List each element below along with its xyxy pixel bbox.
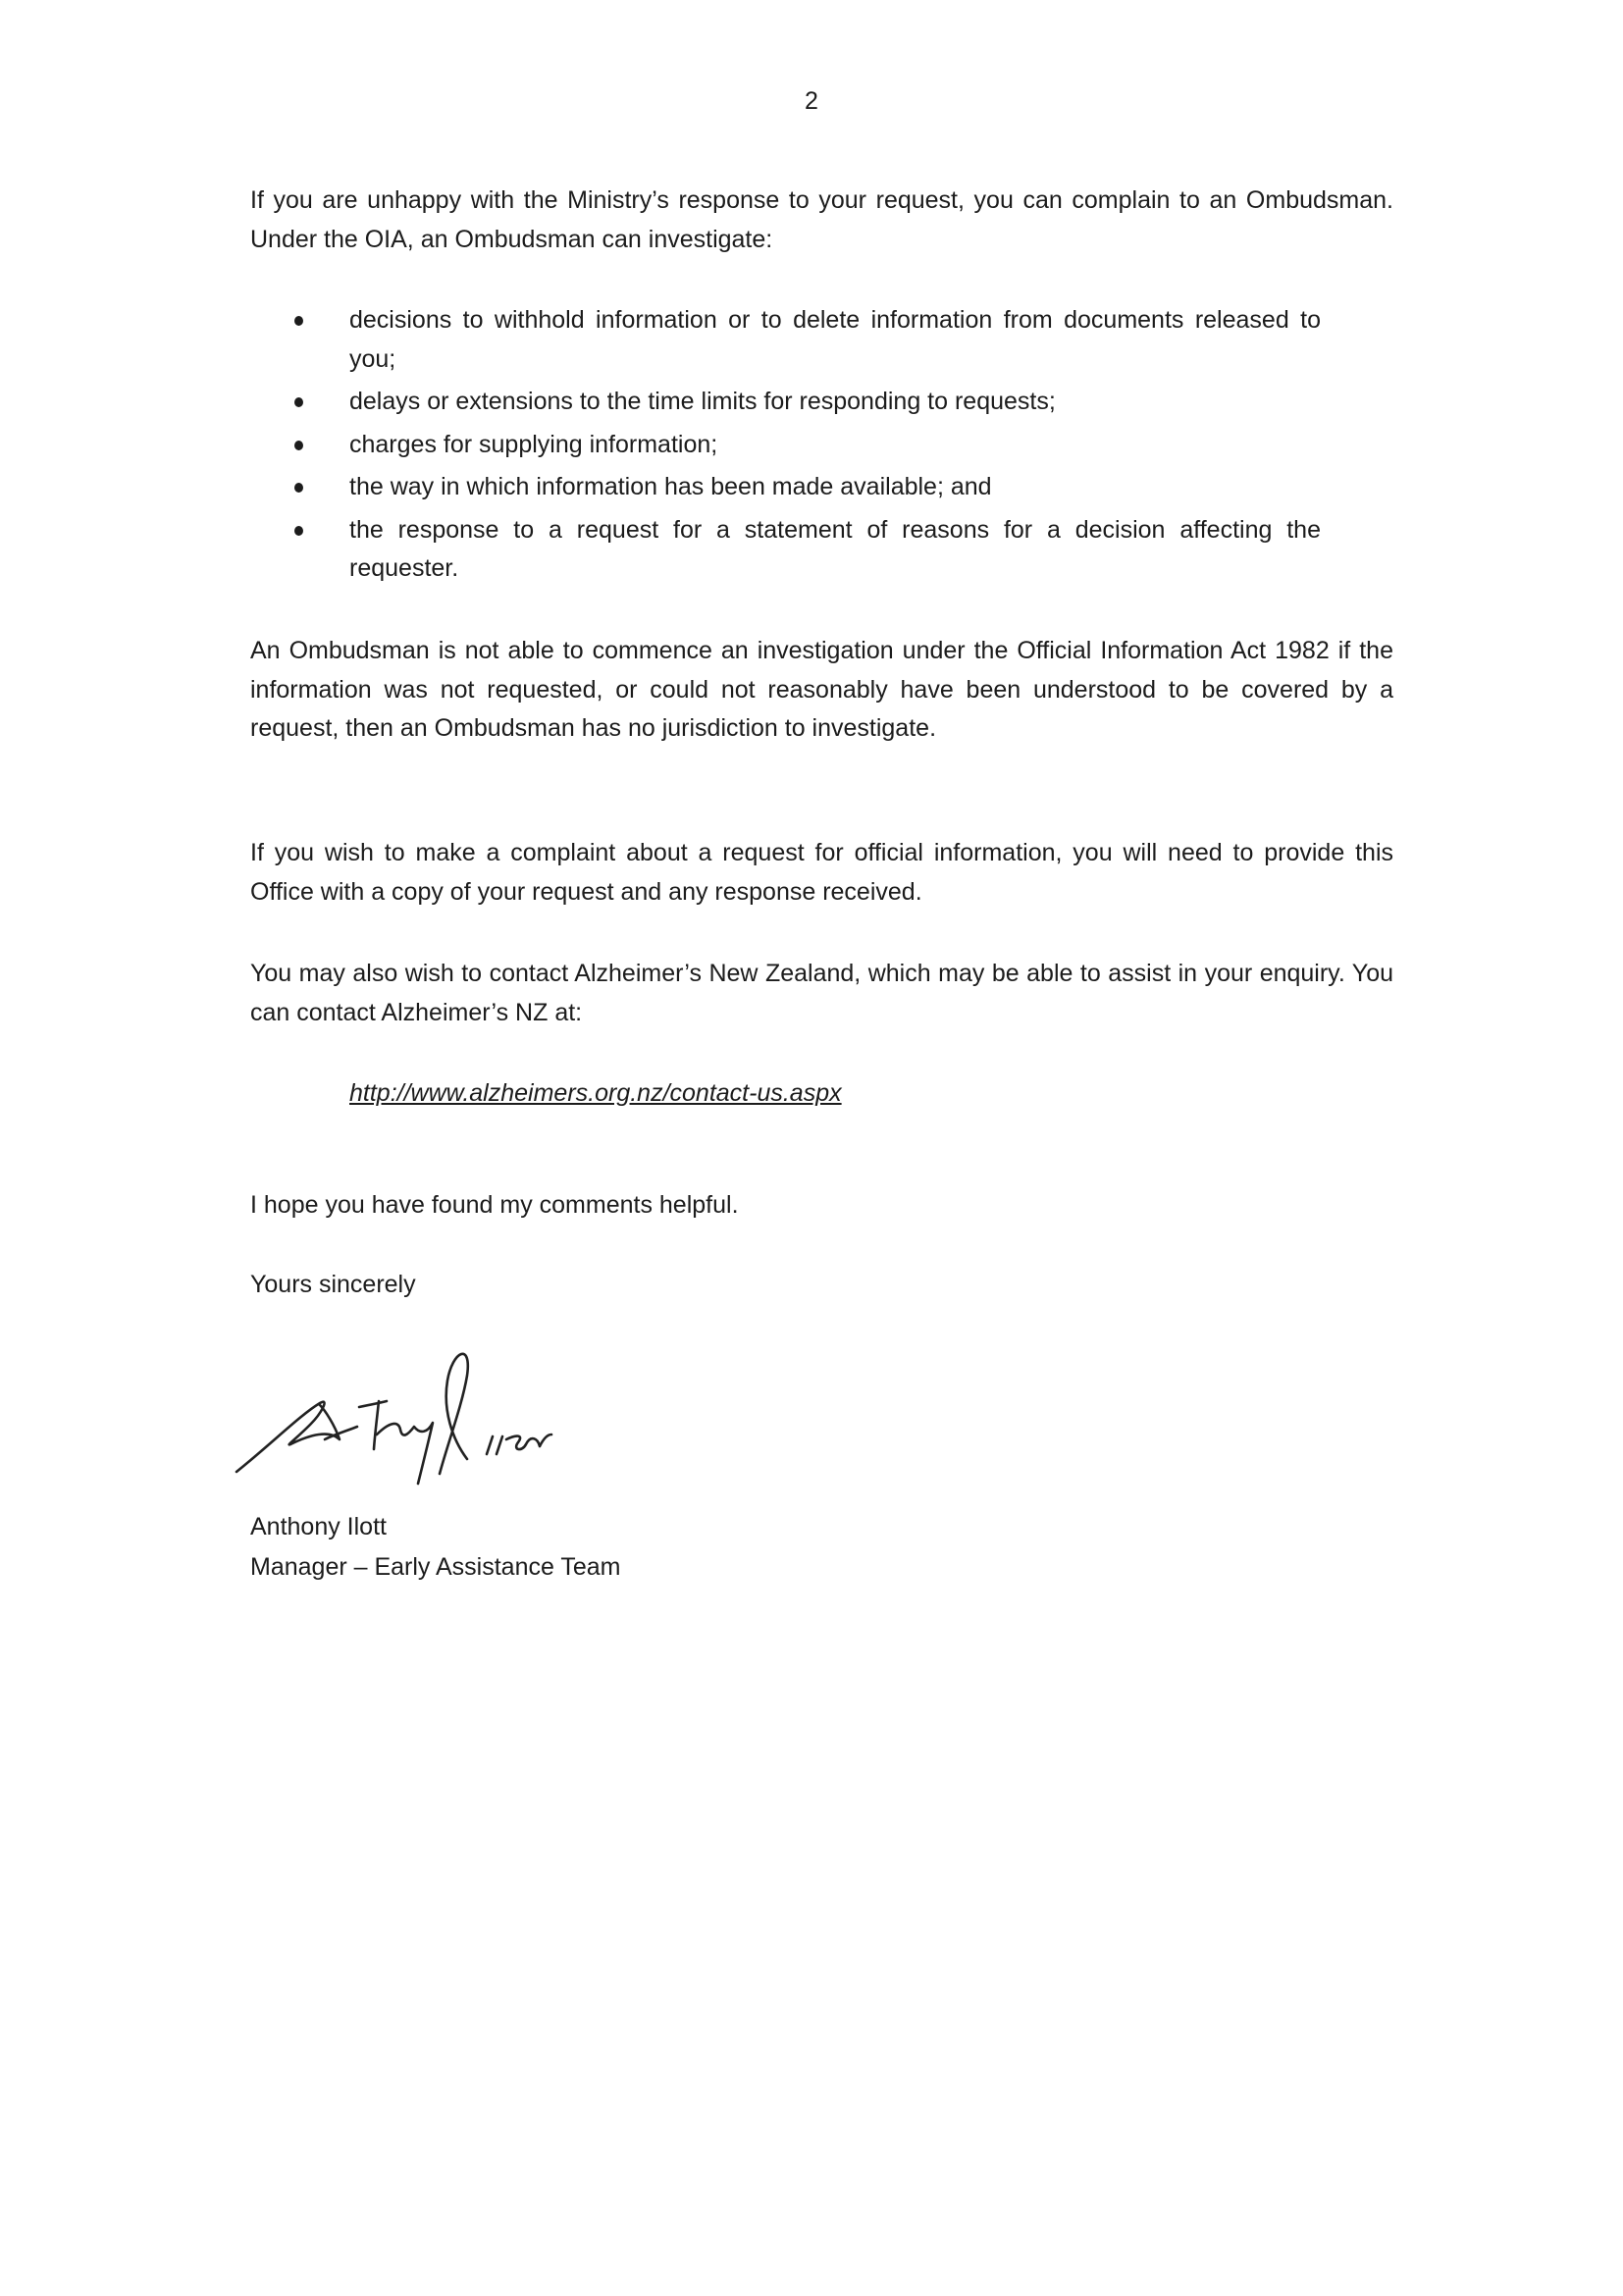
- alzheimers-contact-link[interactable]: http://www.alzheimers.org.nz/contact-us.aspx: [349, 1079, 842, 1107]
- investigation-list: [294, 301, 1321, 593]
- paragraph-complain-ombudsman: If you are unhappy with the Ministry’s response to your request, you can complain to an Ombudsman. Under the OIA, an Ombudsman can investigate:: [250, 186, 1393, 253]
- signer-name: Anthony Ilott: [250, 1513, 387, 1540]
- list-item: [294, 511, 1321, 589]
- signer-title: Manager – Early Assistance Team: [250, 1553, 621, 1581]
- list-item-text: delays or extensions to the time limits for responding to requests;: [349, 388, 1056, 415]
- bullet-icon: [294, 483, 303, 493]
- list-item: [294, 426, 1321, 465]
- paragraph-complaint: If you wish to make a complaint about a request for official information, you will need to provide this Office with a copy of your request and any response received.: [250, 839, 1393, 906]
- list-item: [294, 383, 1321, 422]
- paragraph-jurisdiction: An Ombudsman is not able to commence an investigation under the Official Information Act 1982 if the information was not requested, or could not reasonably have been understood to be covered by a request, then an Ombudsman has no jurisdiction to investigate.: [250, 637, 1393, 742]
- bullet-icon: [294, 526, 303, 536]
- list-item: [294, 468, 1321, 507]
- list-item-text: decisions to withhold information or to delete information from documents released to you;: [349, 306, 1321, 373]
- signature: [232, 1336, 703, 1493]
- list-item-text: charges for supplying information;: [349, 430, 718, 458]
- list-item: [294, 301, 1321, 379]
- bullet-icon: [294, 316, 303, 326]
- bullet-icon: [294, 397, 303, 407]
- bullet-icon: [294, 441, 303, 450]
- list-item-text: the response to a request for a statement of reasons for a decision affecting the requester.: [349, 515, 1321, 582]
- list-item-text: the way in which information has been made available; and: [349, 473, 992, 500]
- sign-off: Yours sincerely: [250, 1271, 416, 1298]
- page-number: 2: [805, 87, 818, 115]
- paragraph-alzheimers: You may also wish to contact Alzheimer’s New Zealand, which may be able to assist in your enquiry. You can contact Alzheimer’s NZ at:: [250, 960, 1393, 1026]
- closing-remark: I hope you have found my comments helpful.: [250, 1191, 739, 1219]
